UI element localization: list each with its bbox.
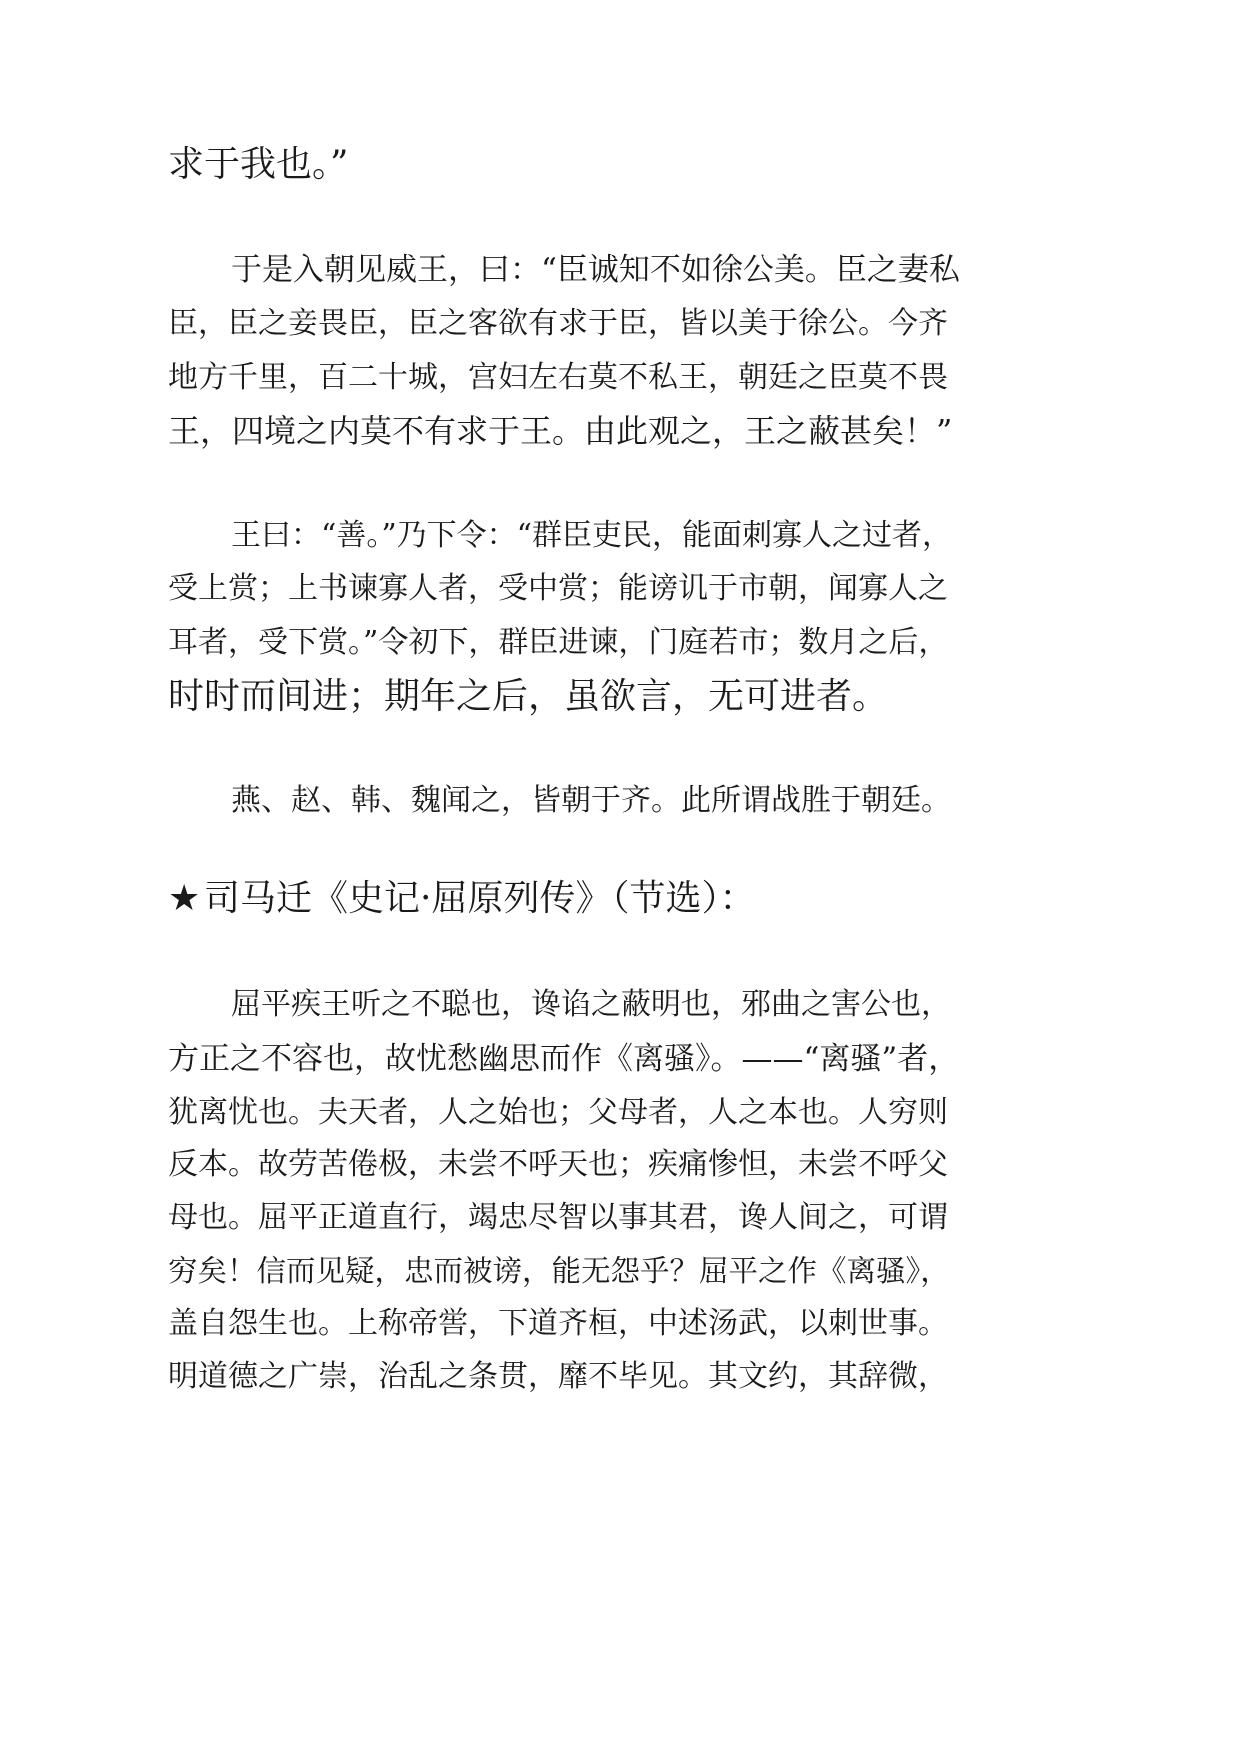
line-text: 方正之不容也，故忧愁幽思而作《离骚》。——“离骚”者，: [168, 1041, 960, 1077]
line-text: 明道德之广崇，治乱之条贯，靡不毕见。其文约，其辞微，: [168, 1359, 948, 1394]
line-text: 王曰：“善。”乃下令：“群臣吏民，能面刺寡人之过者，: [231, 518, 953, 553]
line-text: 地方千里，百二十城，宫妇左右莫不私王，朝廷之臣莫不畏: [168, 360, 948, 395]
line-text: 王，四境之内莫不有求于王。由此观之，王之蔽甚矣！”: [168, 412, 953, 450]
line-text: 臣，臣之妾畏臣，臣之客欲有求于臣，皆以美于徐公。今齐: [168, 306, 948, 341]
line-text: 受上赏；上书谏寡人者，受中赏；能谤讥于市朝，闻寡人之: [168, 571, 948, 606]
line-text: 求于我也。”: [168, 144, 349, 185]
line-text: 燕、赵、韩、魏闻之，皆朝于齐。此所谓战胜于朝廷。: [231, 783, 951, 818]
line-text: 犹离忧也。夫天者，人之始也；父母者，人之本也。人穷则: [168, 1095, 948, 1130]
heading-text: 司马迁《史记·屈原列传》（节选）：: [204, 878, 756, 919]
line-text: 耳者，受下赏。”令初下，群臣进谏，门庭若市；数月之后，: [168, 625, 949, 660]
line-text: 屈平疾王听之不聪也，谗谄之蔽明也，邪曲之害公也，: [231, 987, 951, 1022]
line-text: 盖自怨生也。上称帝喾，下道齐桓，中述汤武，以刺世事。: [168, 1306, 948, 1341]
line-text: 时时而间进；期年之后，虽欲言，无可进者。: [168, 676, 889, 717]
line-text: 母也。屈平正道直行，竭忠尽智以事其君，谗人间之，可谓: [168, 1200, 948, 1235]
line-text: 于是入朝见威王，曰：“臣诚知不如徐公美。臣之妻私: [231, 252, 960, 288]
line-text: 反本。故劳苦倦极，未尝不呼天也；疾痛惨怛，未尝不呼父: [168, 1147, 948, 1182]
line-text: 穷矣！信而见疑，忠而被谤，能无怨乎？屈平之作《离骚》，: [168, 1254, 950, 1288]
star-icon: ★: [168, 878, 201, 919]
